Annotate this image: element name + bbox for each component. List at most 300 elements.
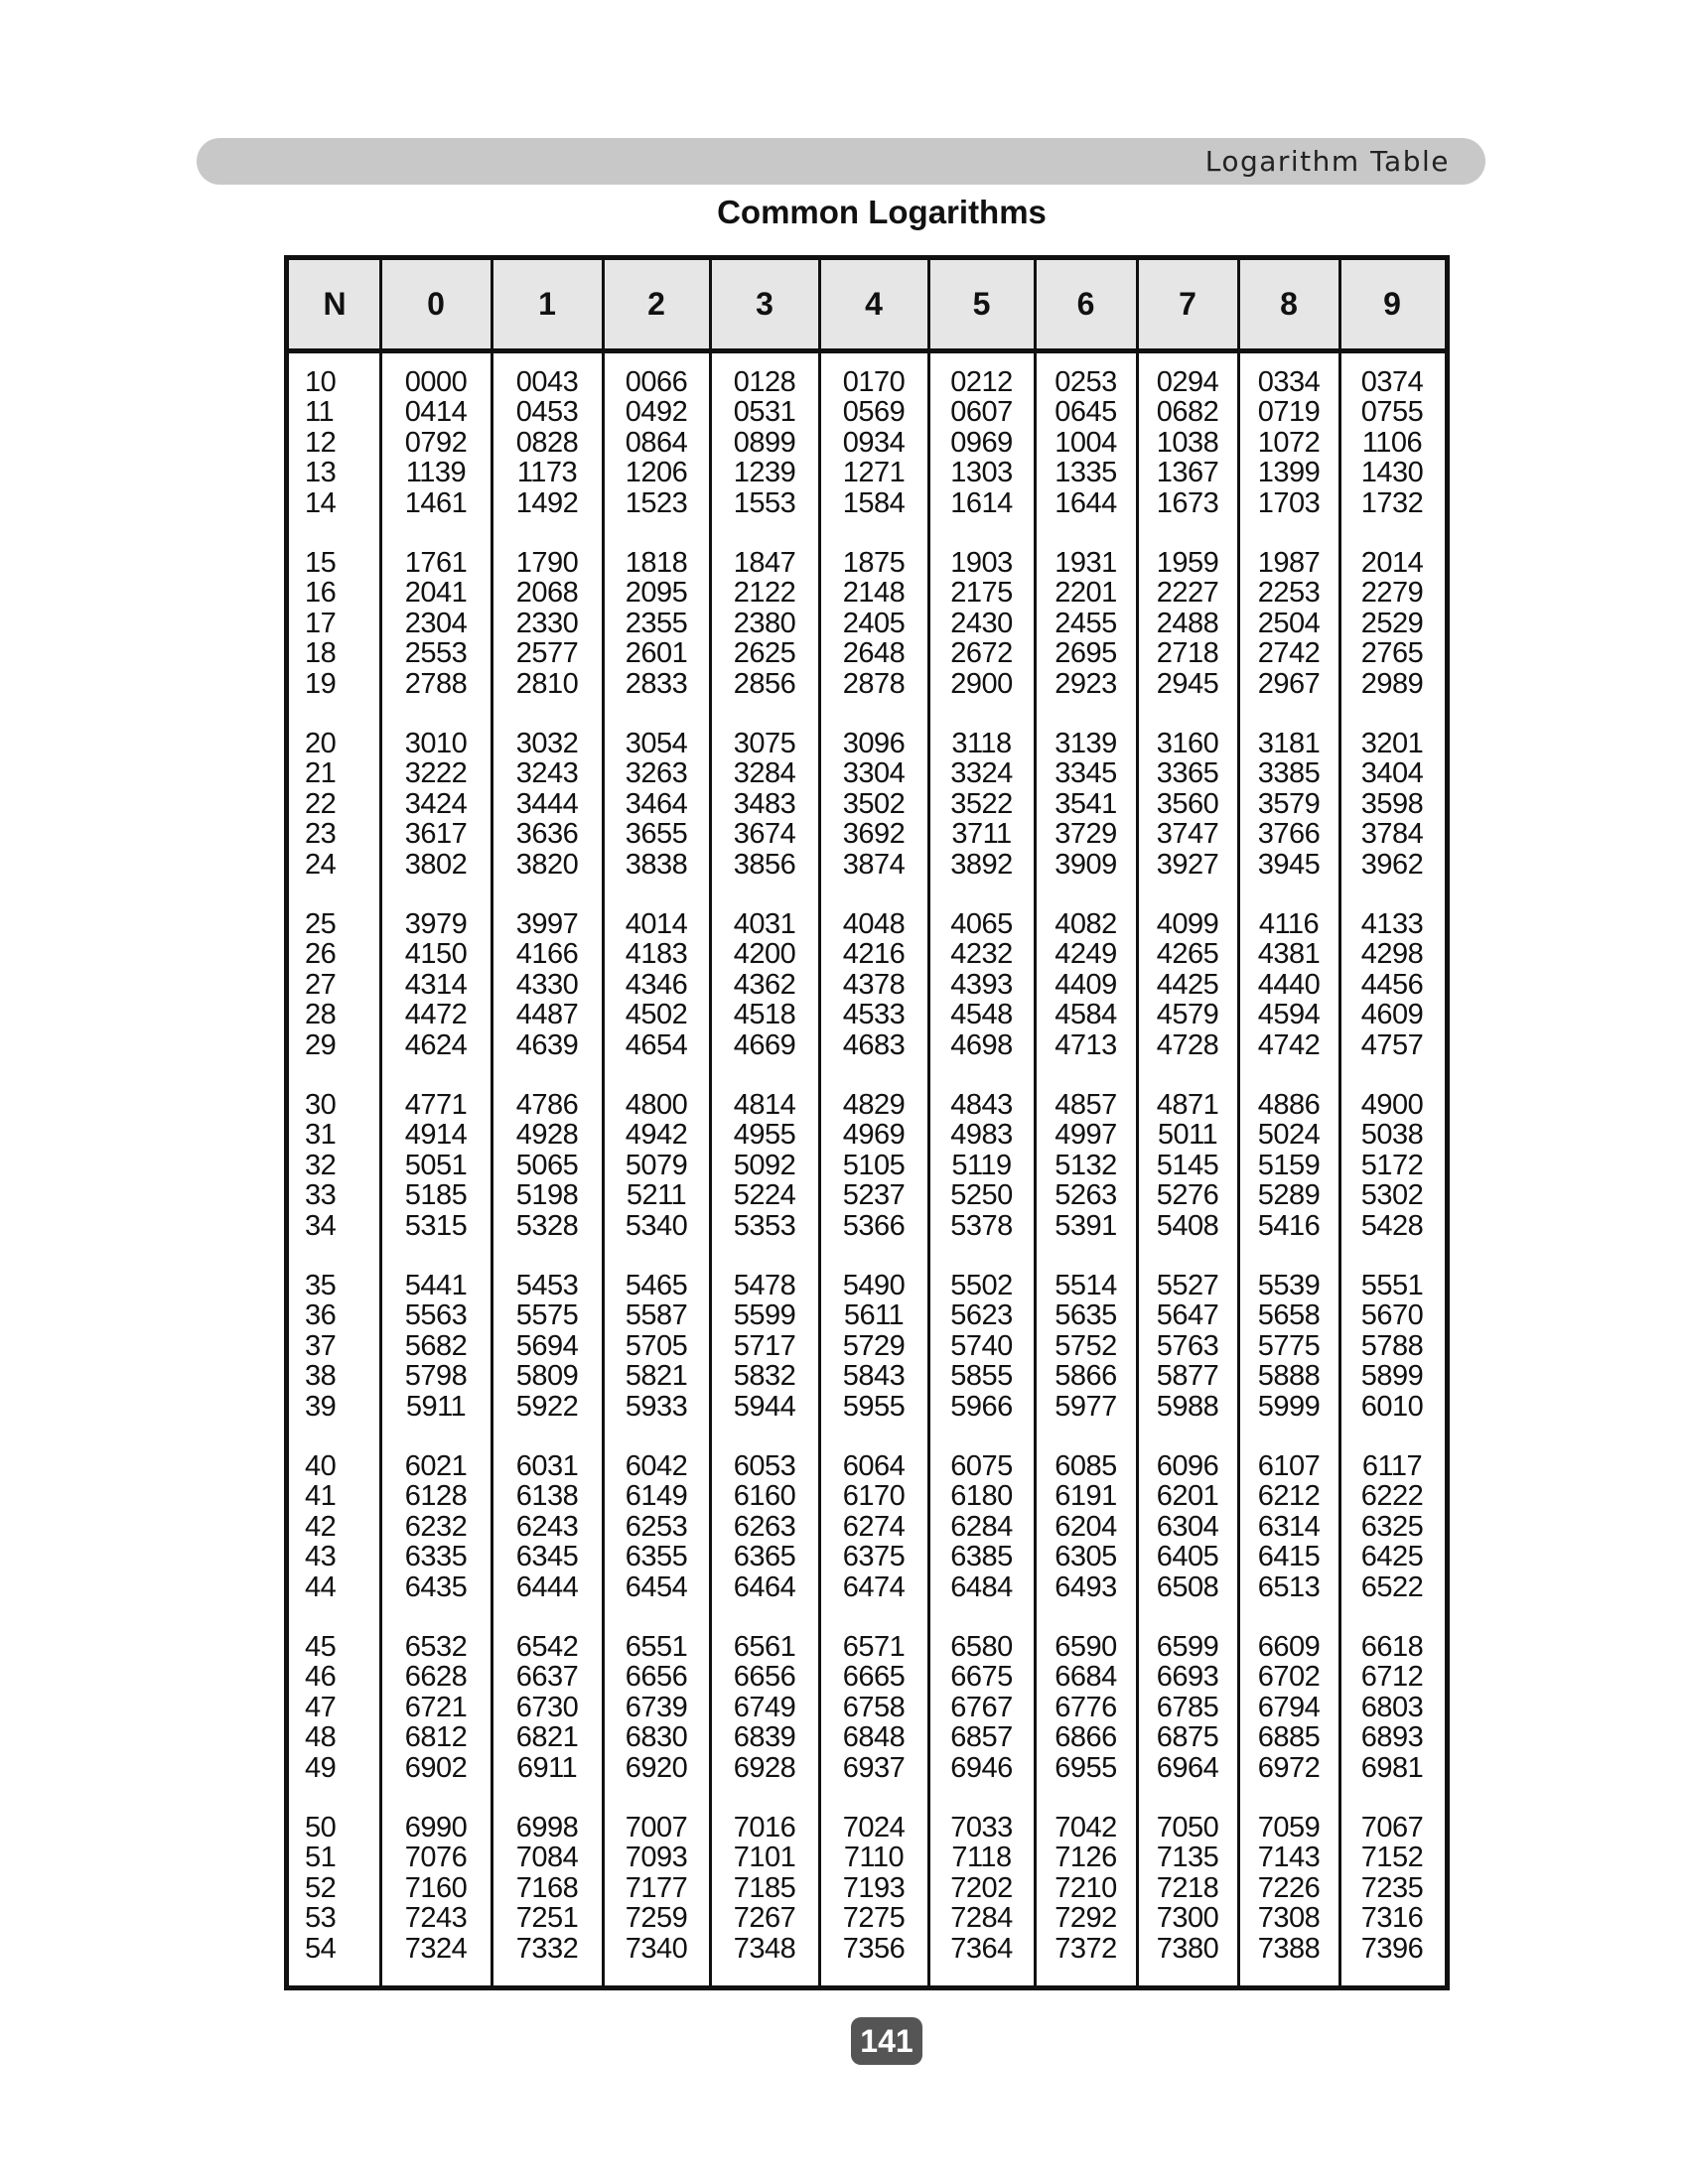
- table-row: [289, 1512, 1445, 1542]
- table-row: [289, 1753, 1445, 1783]
- log-value-cell: 6599: [1156, 1631, 1219, 1663]
- log-value-cell: 6201: [1156, 1480, 1219, 1513]
- log-value-cell: 0792: [404, 426, 468, 459]
- log-value-cell: 6893: [1360, 1721, 1424, 1754]
- log-value-cell: 5527: [1156, 1270, 1219, 1301]
- row-number-cell: 32: [305, 1149, 337, 1181]
- log-value-cell: 2304: [404, 607, 468, 639]
- table-row: [289, 758, 1445, 788]
- row-number-cell: 31: [305, 1119, 337, 1152]
- log-value-cell: 4200: [733, 938, 796, 971]
- log-value-cell: 6212: [1257, 1480, 1321, 1513]
- log-value-cell: 7316: [1360, 1902, 1424, 1935]
- log-value-cell: 1430: [1360, 457, 1424, 489]
- column-header: 3: [756, 286, 774, 322]
- row-number-cell: 47: [305, 1691, 337, 1723]
- log-value-cell: 4548: [950, 999, 1013, 1031]
- row-number-cell: 14: [305, 486, 337, 519]
- log-value-cell: 5899: [1360, 1360, 1424, 1393]
- log-value-cell: 1761: [404, 547, 468, 579]
- log-value-cell: 6532: [404, 1631, 468, 1663]
- log-value-cell: 4829: [842, 1089, 906, 1121]
- row-number-cell: 17: [305, 607, 337, 639]
- log-value-cell: 6522: [1360, 1570, 1424, 1603]
- log-value-cell: 6180: [950, 1480, 1013, 1513]
- table-row: [289, 458, 1445, 487]
- log-value-cell: 7135: [1156, 1842, 1219, 1874]
- log-value-cell: 2068: [515, 577, 579, 610]
- row-number-cell: 41: [305, 1480, 337, 1513]
- table-row: [289, 1361, 1445, 1391]
- log-value-cell: 1367: [1156, 457, 1219, 489]
- log-value-cell: 6305: [1055, 1541, 1117, 1573]
- log-value-cell: 2227: [1156, 577, 1219, 610]
- row-number-cell: 19: [305, 667, 337, 700]
- log-value-cell: 0828: [515, 426, 579, 459]
- log-value-cell: 7348: [733, 1932, 796, 1965]
- log-value-cell: 6875: [1156, 1721, 1219, 1754]
- table-row: [289, 1722, 1445, 1752]
- log-value-cell: 6542: [515, 1631, 579, 1663]
- log-value-cell: 3032: [515, 728, 579, 759]
- log-value-cell: 7226: [1257, 1871, 1321, 1904]
- log-value-cell: 3541: [1055, 787, 1117, 820]
- log-value-cell: 6964: [1156, 1751, 1219, 1784]
- log-value-cell: 4249: [1055, 938, 1117, 971]
- log-value-cell: 4065: [950, 908, 1013, 940]
- log-value-cell: 4900: [1360, 1089, 1424, 1121]
- log-value-cell: 6857: [950, 1721, 1013, 1754]
- row-number-cell: 33: [305, 1179, 337, 1212]
- log-value-cell: 2488: [1156, 607, 1219, 639]
- log-value-cell: 3674: [733, 818, 796, 851]
- log-value-cell: 6375: [842, 1541, 906, 1573]
- row-number-cell: 21: [305, 757, 337, 790]
- log-value-cell: 6053: [733, 1450, 796, 1482]
- log-value-cell: 5563: [404, 1299, 468, 1332]
- log-value-cell: 2878: [842, 667, 906, 700]
- table-row: [289, 1662, 1445, 1692]
- log-value-cell: 6998: [515, 1812, 579, 1843]
- log-value-cell: 5955: [842, 1390, 906, 1423]
- column-divider: [709, 260, 712, 1985]
- log-value-cell: 2577: [515, 637, 579, 670]
- log-value-cell: 7267: [733, 1902, 796, 1935]
- log-value-cell: 1584: [842, 486, 906, 519]
- log-value-cell: 1239: [733, 457, 796, 489]
- log-value-cell: 5237: [842, 1179, 906, 1212]
- log-value-cell: 5408: [1156, 1209, 1219, 1242]
- log-value-cell: 6981: [1360, 1751, 1424, 1784]
- log-value-cell: 0569: [842, 396, 906, 429]
- log-value-cell: 4183: [625, 938, 688, 971]
- row-number-cell: 30: [305, 1089, 337, 1121]
- log-value-cell: 3444: [515, 787, 579, 820]
- log-value-cell: 3483: [733, 787, 796, 820]
- table-row: [289, 367, 1445, 397]
- log-value-cell: 4409: [1055, 968, 1117, 1001]
- log-value-cell: 7168: [515, 1871, 579, 1904]
- log-value-cell: 2330: [515, 607, 579, 639]
- table-row: [289, 970, 1445, 1000]
- row-number-cell: 11: [305, 396, 335, 429]
- log-value-cell: 3784: [1360, 818, 1424, 851]
- log-value-cell: 6776: [1055, 1691, 1117, 1723]
- log-value-cell: 1523: [625, 486, 688, 519]
- log-value-cell: 3010: [404, 728, 468, 759]
- column-divider: [927, 260, 930, 1985]
- log-value-cell: 7059: [1257, 1812, 1321, 1843]
- log-value-cell: 1303: [950, 457, 1013, 489]
- log-value-cell: 6920: [625, 1751, 688, 1784]
- log-value-cell: 5798: [404, 1360, 468, 1393]
- log-value-cell: 6712: [1360, 1661, 1424, 1694]
- log-value-cell: 6656: [733, 1661, 796, 1694]
- log-value-cell: 3766: [1257, 818, 1321, 851]
- table-row: [289, 1000, 1445, 1029]
- log-value-cell: 3655: [625, 818, 688, 851]
- log-value-cell: 1959: [1156, 547, 1219, 579]
- log-value-cell: 5944: [733, 1390, 796, 1423]
- log-value-cell: 4362: [733, 968, 796, 1001]
- log-value-cell: 6794: [1257, 1691, 1321, 1723]
- log-value-cell: 6274: [842, 1510, 906, 1543]
- log-value-cell: 6096: [1156, 1450, 1219, 1482]
- row-number-cell: 50: [305, 1812, 337, 1843]
- row-number-cell: 49: [305, 1751, 337, 1784]
- log-value-cell: 2175: [950, 577, 1013, 610]
- log-value-cell: 6739: [625, 1691, 688, 1723]
- log-value-cell: 7292: [1055, 1902, 1117, 1935]
- log-value-cell: 1553: [733, 486, 796, 519]
- log-value-cell: 5185: [404, 1179, 468, 1212]
- log-value-cell: 3617: [404, 818, 468, 851]
- log-value-cell: 4886: [1257, 1089, 1321, 1121]
- log-value-cell: 6149: [625, 1480, 688, 1513]
- log-value-cell: 5717: [733, 1329, 796, 1362]
- log-value-cell: 6937: [842, 1751, 906, 1784]
- log-value-cell: 6085: [1055, 1450, 1117, 1482]
- log-value-cell: 7210: [1055, 1871, 1117, 1904]
- log-value-cell: 6508: [1156, 1570, 1219, 1603]
- log-value-cell: 5740: [950, 1329, 1013, 1362]
- log-value-cell: 1732: [1360, 486, 1424, 519]
- log-value-cell: 5821: [625, 1360, 688, 1393]
- table-row: [289, 1120, 1445, 1150]
- log-value-cell: 3502: [842, 787, 906, 820]
- log-value-cell: 5763: [1156, 1329, 1219, 1362]
- log-value-cell: 4133: [1360, 908, 1424, 940]
- log-value-cell: 7356: [842, 1932, 906, 1965]
- table-row: [289, 1211, 1445, 1241]
- log-value-cell: 4814: [733, 1089, 796, 1121]
- log-value-cell: 4757: [1360, 1028, 1424, 1061]
- section-label: Logarithm Table: [1204, 145, 1450, 178]
- log-value-cell: 5539: [1257, 1270, 1321, 1301]
- column-header: 6: [1076, 286, 1095, 322]
- table-row: [289, 1843, 1445, 1872]
- log-value-cell: 6464: [733, 1570, 796, 1603]
- log-value-cell: 7364: [950, 1932, 1013, 1965]
- log-value-cell: 6513: [1257, 1570, 1321, 1603]
- log-value-cell: 2148: [842, 577, 906, 610]
- log-value-cell: 7235: [1360, 1871, 1424, 1904]
- log-value-cell: 6253: [625, 1510, 688, 1543]
- log-value-cell: 5988: [1156, 1390, 1219, 1423]
- log-value-cell: 5391: [1055, 1209, 1117, 1242]
- log-value-cell: 4955: [733, 1119, 796, 1152]
- log-value-cell: 4683: [842, 1028, 906, 1061]
- log-value-cell: 2833: [625, 667, 688, 700]
- log-value-cell: 6839: [733, 1721, 796, 1754]
- log-value-cell: 5729: [842, 1329, 906, 1362]
- log-value-cell: 7160: [404, 1871, 468, 1904]
- log-value-cell: 7110: [843, 1842, 905, 1874]
- log-value-cell: 0682: [1156, 396, 1219, 429]
- log-value-cell: 2122: [733, 577, 796, 610]
- log-value-cell: 1614: [950, 486, 1013, 519]
- log-value-cell: 4216: [842, 938, 906, 971]
- row-number-cell: 25: [305, 908, 337, 940]
- log-value-cell: 6551: [625, 1631, 688, 1663]
- log-value-cell: 5587: [625, 1299, 688, 1332]
- log-value-cell: 4942: [625, 1119, 688, 1152]
- log-value-cell: 2989: [1360, 667, 1424, 700]
- table-row: [289, 428, 1445, 458]
- table-row: [289, 1151, 1445, 1180]
- log-value-cell: 5132: [1055, 1149, 1117, 1181]
- log-value-cell: 7067: [1360, 1812, 1424, 1843]
- column-header: 8: [1280, 286, 1298, 322]
- log-value-cell: 5752: [1055, 1329, 1117, 1362]
- log-value-cell: 7084: [515, 1842, 579, 1874]
- row-number-cell: 16: [305, 577, 337, 610]
- log-value-cell: 6785: [1156, 1691, 1219, 1723]
- log-value-cell: 1818: [625, 547, 688, 579]
- log-value-cell: 3222: [404, 757, 468, 790]
- log-value-cell: 6637: [515, 1661, 579, 1694]
- table-row: [289, 1090, 1445, 1120]
- log-value-cell: 7177: [625, 1871, 688, 1904]
- log-value-cell: 2923: [1055, 667, 1117, 700]
- log-value-cell: 1673: [1156, 486, 1219, 519]
- log-value-cell: 3945: [1257, 848, 1321, 881]
- log-value-cell: 2014: [1360, 547, 1424, 579]
- log-value-cell: 4983: [950, 1119, 1013, 1152]
- row-number-cell: 34: [305, 1209, 337, 1242]
- log-value-cell: 6304: [1156, 1510, 1219, 1543]
- log-value-cell: 1399: [1257, 457, 1321, 489]
- row-number-cell: 43: [305, 1541, 337, 1573]
- log-value-cell: 2648: [842, 637, 906, 670]
- log-value-cell: 2455: [1055, 607, 1117, 639]
- log-value-cell: 6021: [404, 1450, 468, 1482]
- log-value-cell: 3054: [625, 728, 688, 759]
- log-value-cell: 5328: [515, 1209, 579, 1242]
- log-value-cell: 3927: [1156, 848, 1219, 881]
- table-row: [289, 850, 1445, 880]
- log-value-cell: 6031: [515, 1450, 579, 1482]
- log-value-cell: 3345: [1055, 757, 1117, 790]
- log-value-cell: 6435: [404, 1570, 468, 1603]
- log-value-cell: 5788: [1360, 1329, 1424, 1362]
- log-value-cell: 5198: [515, 1179, 579, 1212]
- log-value-cell: 6758: [842, 1691, 906, 1723]
- log-value-cell: 5159: [1257, 1149, 1321, 1181]
- log-value-cell: 6064: [842, 1450, 906, 1482]
- log-value-cell: 6444: [515, 1570, 579, 1603]
- log-value-cell: 5832: [733, 1360, 796, 1393]
- log-value-cell: 5682: [404, 1329, 468, 1362]
- log-value-cell: 4082: [1055, 908, 1117, 940]
- log-value-cell: 7118: [951, 1842, 1012, 1874]
- log-value-cell: 5250: [950, 1179, 1013, 1212]
- log-value-cell: 3962: [1360, 848, 1424, 881]
- table-row: [289, 1030, 1445, 1060]
- log-value-cell: 7275: [842, 1902, 906, 1935]
- log-value-cell: 4713: [1055, 1028, 1117, 1061]
- row-number-cell: 20: [305, 728, 337, 759]
- log-value-cell: 4425: [1156, 968, 1219, 1001]
- log-value-cell: 3324: [950, 757, 1013, 790]
- log-value-cell: 6484: [950, 1570, 1013, 1603]
- log-value-cell: 5888: [1257, 1360, 1321, 1393]
- log-value-cell: 4381: [1257, 938, 1321, 971]
- log-value-cell: 1271: [842, 457, 906, 489]
- log-value-cell: 5079: [625, 1149, 688, 1181]
- row-number-cell: 27: [305, 968, 337, 1001]
- log-value-cell: 3075: [733, 728, 796, 759]
- table-row: [289, 1813, 1445, 1843]
- log-value-cell: 7101: [733, 1842, 796, 1874]
- log-value-cell: 2253: [1257, 577, 1321, 610]
- log-value-cell: 4914: [404, 1119, 468, 1152]
- log-value-cell: 6170: [842, 1480, 906, 1513]
- row-number-cell: 42: [305, 1510, 337, 1543]
- table-row: [289, 488, 1445, 518]
- table-row: [289, 819, 1445, 849]
- page-number: 141: [851, 2017, 922, 2065]
- log-value-cell: 7396: [1360, 1932, 1424, 1965]
- log-value-cell: 5855: [950, 1360, 1013, 1393]
- log-value-cell: 7024: [842, 1812, 906, 1843]
- log-value-cell: 2788: [404, 667, 468, 700]
- log-value-cell: 5038: [1360, 1119, 1424, 1152]
- log-value-cell: 5966: [950, 1390, 1013, 1423]
- log-value-cell: 5428: [1360, 1209, 1424, 1242]
- log-value-cell: 7388: [1257, 1932, 1321, 1965]
- log-value-cell: 3365: [1156, 757, 1219, 790]
- column-header: 9: [1383, 286, 1401, 322]
- log-value-cell: 4166: [515, 938, 579, 971]
- log-value-cell: 4609: [1360, 999, 1424, 1031]
- log-value-cell: 4742: [1257, 1028, 1321, 1061]
- log-value-cell: 4440: [1257, 968, 1321, 1001]
- log-value-cell: 0000: [404, 366, 468, 398]
- column-header: 1: [538, 286, 556, 322]
- log-value-cell: 4265: [1156, 938, 1219, 971]
- log-value-cell: 6830: [625, 1721, 688, 1754]
- log-value-cell: 5705: [625, 1329, 688, 1362]
- log-value-cell: 1461: [404, 486, 468, 519]
- log-value-cell: 3560: [1156, 787, 1219, 820]
- log-value-cell: 5145: [1156, 1149, 1219, 1181]
- log-value-cell: 6075: [950, 1450, 1013, 1482]
- log-value-cell: 3711: [951, 818, 1012, 851]
- log-value-cell: 0170: [842, 366, 906, 398]
- log-value-cell: 1206: [625, 457, 688, 489]
- row-number-cell: 36: [305, 1299, 337, 1332]
- row-number-cell: 48: [305, 1721, 337, 1754]
- log-value-cell: 7076: [404, 1842, 468, 1874]
- row-number-cell: 44: [305, 1570, 337, 1603]
- column-header: 2: [647, 286, 665, 322]
- table-row: [289, 669, 1445, 699]
- log-value-cell: 0607: [950, 396, 1013, 429]
- log-value-cell: 7050: [1156, 1812, 1219, 1843]
- log-value-cell: 7259: [625, 1902, 688, 1935]
- log-value-cell: 6365: [733, 1541, 796, 1573]
- log-value-cell: 5263: [1055, 1179, 1117, 1212]
- log-value-cell: 1072: [1257, 426, 1321, 459]
- log-value-cell: 4857: [1055, 1089, 1117, 1121]
- row-number-cell: 15: [305, 547, 337, 579]
- log-value-cell: 7324: [404, 1932, 468, 1965]
- log-value-cell: 7202: [950, 1871, 1013, 1904]
- log-value-cell: 1644: [1055, 486, 1117, 519]
- log-value-cell: 3243: [515, 757, 579, 790]
- log-value-cell: 3139: [1055, 728, 1117, 759]
- log-value-cell: 7372: [1055, 1932, 1117, 1965]
- log-value-cell: 5315: [404, 1209, 468, 1242]
- log-value-cell: 2405: [842, 607, 906, 639]
- table-row: [289, 638, 1445, 668]
- log-value-cell: 1987: [1257, 547, 1321, 579]
- log-value-cell: 5611: [843, 1299, 905, 1332]
- log-value-cell: 6885: [1257, 1721, 1321, 1754]
- log-value-cell: 4594: [1257, 999, 1321, 1031]
- log-value-cell: 4928: [515, 1119, 579, 1152]
- log-value-cell: 6618: [1360, 1631, 1424, 1663]
- column-divider: [491, 260, 493, 1985]
- log-value-cell: 0899: [733, 426, 796, 459]
- log-value-cell: 6042: [625, 1450, 688, 1482]
- log-value-cell: 6345: [515, 1541, 579, 1573]
- log-value-cell: 2695: [1055, 637, 1117, 670]
- log-value-cell: 3997: [515, 908, 579, 940]
- log-value-cell: 2967: [1257, 667, 1321, 700]
- log-value-cell: 3201: [1360, 728, 1424, 759]
- log-value-cell: 5635: [1055, 1299, 1117, 1332]
- log-value-cell: 0531: [733, 396, 796, 429]
- log-value-cell: 1335: [1055, 457, 1117, 489]
- log-value-cell: 6902: [404, 1751, 468, 1784]
- log-value-cell: 2041: [404, 577, 468, 610]
- table-row: [289, 1271, 1445, 1300]
- log-value-cell: 0253: [1055, 366, 1117, 398]
- column-divider: [1338, 260, 1341, 1985]
- log-value-cell: 6665: [842, 1661, 906, 1694]
- log-value-cell: 5065: [515, 1149, 579, 1181]
- log-value-cell: 3979: [404, 908, 468, 940]
- log-value-cell: 4031: [733, 908, 796, 940]
- log-value-cell: 5119: [951, 1149, 1012, 1181]
- log-value-cell: 6590: [1055, 1631, 1117, 1663]
- row-number-cell: 13: [305, 457, 337, 489]
- row-number-cell: 24: [305, 848, 337, 881]
- log-value-cell: 1106: [1361, 426, 1423, 459]
- log-value-cell: 2672: [950, 637, 1013, 670]
